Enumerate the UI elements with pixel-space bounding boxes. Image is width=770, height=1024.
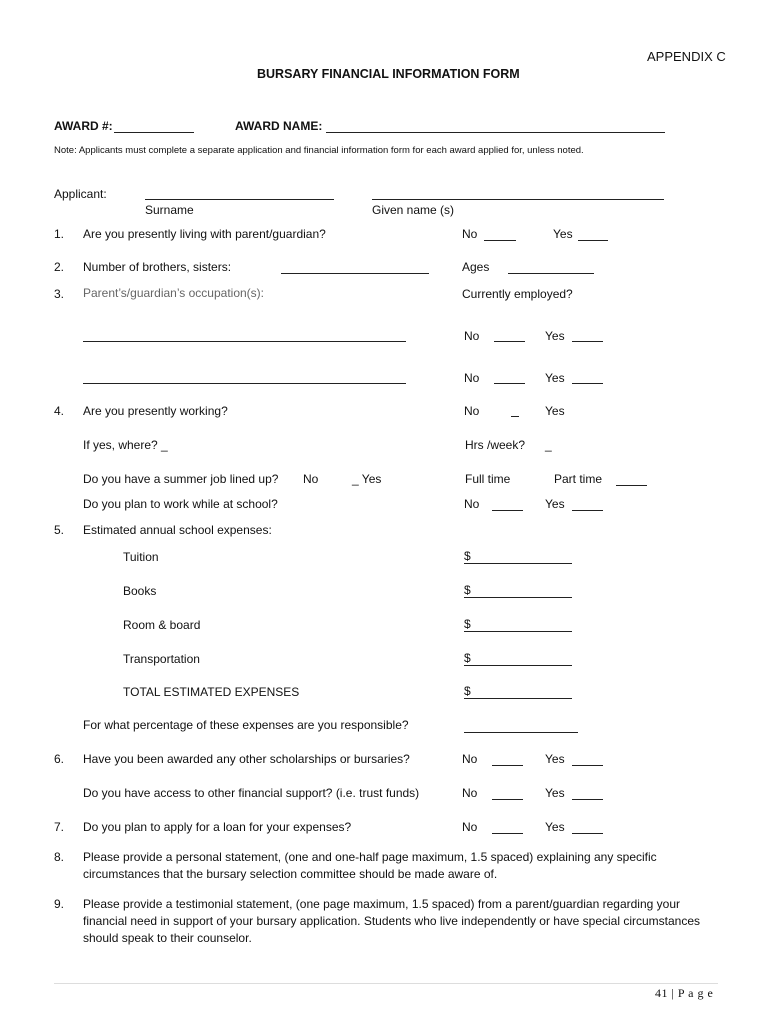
work-at-school-question: Do you plan to work while at school? [83,497,278,511]
q5-text: Estimated annual school expenses: [83,523,272,537]
occupation-field-1[interactable] [83,341,406,342]
q1-number: 1. [54,227,65,241]
q2-number: 2. [54,260,65,274]
summer-no-label: No [303,472,319,486]
q3-number: 3. [54,287,65,301]
q4-no-label: No [464,404,480,418]
occupation-1-yes-field[interactable] [572,341,603,342]
hours-field[interactable]: _ [545,438,552,452]
q1-yes-label: Yes [553,227,573,241]
award-number-field[interactable] [114,132,194,133]
q6-yes-field[interactable] [572,765,603,766]
financial-support-question: Do you have access to other financial support? (i.e. trust funds) [83,786,420,800]
q5-number: 5. [54,523,65,537]
occupation-2-yes-label: Yes [545,371,565,385]
ages-label: Ages [462,260,490,274]
where-label: If yes, where? _ [83,438,168,452]
q3-text: Parent’s/guardian’s occupation(s): [83,286,264,300]
occupation-1-yes-label: Yes [545,329,565,343]
footer-divider [54,983,718,984]
percentage-question: For what percentage of these expenses are you responsible? [83,718,409,732]
q4-no-field[interactable] [511,416,519,417]
percentage-field[interactable] [464,732,578,733]
tuition-currency: $ [464,549,471,563]
q6-no-field[interactable] [492,765,523,766]
appendix-label: APPENDIX C [647,49,726,64]
q9-text: Please provide a testimonial statement, (one page maximum, 1.5 spaced) from a parent/guardian regarding your financial need in support of your bursary application. Students who live independently or have special circumstances should speak to their counselor. [83,897,701,945]
q7-yes-label: Yes [545,820,565,834]
support-no-field[interactable] [492,799,523,800]
expense-books-label: Books [123,584,157,598]
expense-total-label: TOTAL ESTIMATED EXPENSES [123,685,300,699]
q6-number: 6. [54,752,65,766]
hours-label: Hrs /week? [465,438,526,452]
tuition-amount-field[interactable] [464,563,572,564]
q8-number: 8. [54,850,65,864]
room-board-amount-field[interactable] [464,631,572,632]
q8-text: Please provide a personal statement, (one and one-half page maximum, 1.5 spaced) explaining any specific circumstances that the bursary selection committee should be made aware of. [83,850,657,881]
expense-transportation-label: Transportation [123,652,200,666]
summer-yes-label: _ Yes [352,472,382,486]
occupation-2-no-label: No [464,371,480,385]
expense-room-board-label: Room & board [123,618,201,632]
school-no-label: No [464,497,480,511]
given-name-field[interactable] [372,199,664,200]
school-no-field[interactable] [492,510,523,511]
occupation-2-no-field[interactable] [494,383,525,384]
q4-number: 4. [54,404,65,418]
total-currency: $ [464,684,471,698]
surname-field[interactable] [145,199,334,200]
award-name-field[interactable] [326,132,665,133]
q4-yes-label: Yes [545,404,565,418]
school-yes-field[interactable] [572,510,603,511]
part-time-field[interactable] [616,485,647,486]
part-time-label: Part time [554,472,603,486]
occupation-1-no-label: No [464,329,480,343]
ages-field[interactable] [508,273,594,274]
q9-number: 9. [54,897,65,911]
total-amount-field[interactable] [464,698,572,699]
occupation-1-no-field[interactable] [494,341,525,342]
q7-text: Do you plan to apply for a loan for your expenses? [83,820,352,834]
q1-yes-field[interactable] [578,240,608,241]
room-board-currency: $ [464,617,471,631]
surname-caption: Surname [145,203,194,217]
support-yes-label: Yes [545,786,565,800]
occupation-field-2[interactable] [83,383,406,384]
siblings-count-field[interactable] [281,273,429,274]
support-yes-field[interactable] [572,799,603,800]
q1-text: Are you presently living with parent/guardian? [83,227,326,241]
instruction-note: Note: Applicants must complete a separate application and financial information form for each award applied for, unless noted. [54,145,584,156]
q6-yes-label: Yes [545,752,565,766]
books-currency: $ [464,583,471,597]
occupation-2-yes-field[interactable] [572,383,603,384]
school-yes-label: Yes [545,497,565,511]
transportation-amount-field[interactable] [464,665,572,666]
q7-no-field[interactable] [492,833,523,834]
q4-text: Are you presently working? [83,404,228,418]
support-no-label: No [462,786,478,800]
q6-no-label: No [462,752,478,766]
q7-number: 7. [54,820,65,834]
given-name-caption: Given name (s) [372,203,455,217]
expense-tuition-label: Tuition [123,550,159,564]
award-number-label: AWARD #: [54,119,113,133]
q2-text: Number of brothers, sisters: [83,260,232,274]
summer-job-question: Do you have a summer job lined up? [83,472,279,486]
form-title: BURSARY FINANCIAL INFORMATION FORM [257,67,520,81]
books-amount-field[interactable] [464,597,572,598]
q1-no-field[interactable] [484,240,516,241]
q6-text: Have you been awarded any other scholarships or bursaries? [83,752,410,766]
award-name-label: AWARD NAME: [235,119,323,133]
q7-yes-field[interactable] [572,833,603,834]
transportation-currency: $ [464,651,471,665]
page-number: 41 | P a g e [655,986,714,1000]
q7-no-label: No [462,820,478,834]
q1-no-label: No [462,227,478,241]
employed-label: Currently employed? [462,287,573,301]
applicant-label: Applicant: [54,187,107,201]
full-time-label: Full time [465,472,511,486]
